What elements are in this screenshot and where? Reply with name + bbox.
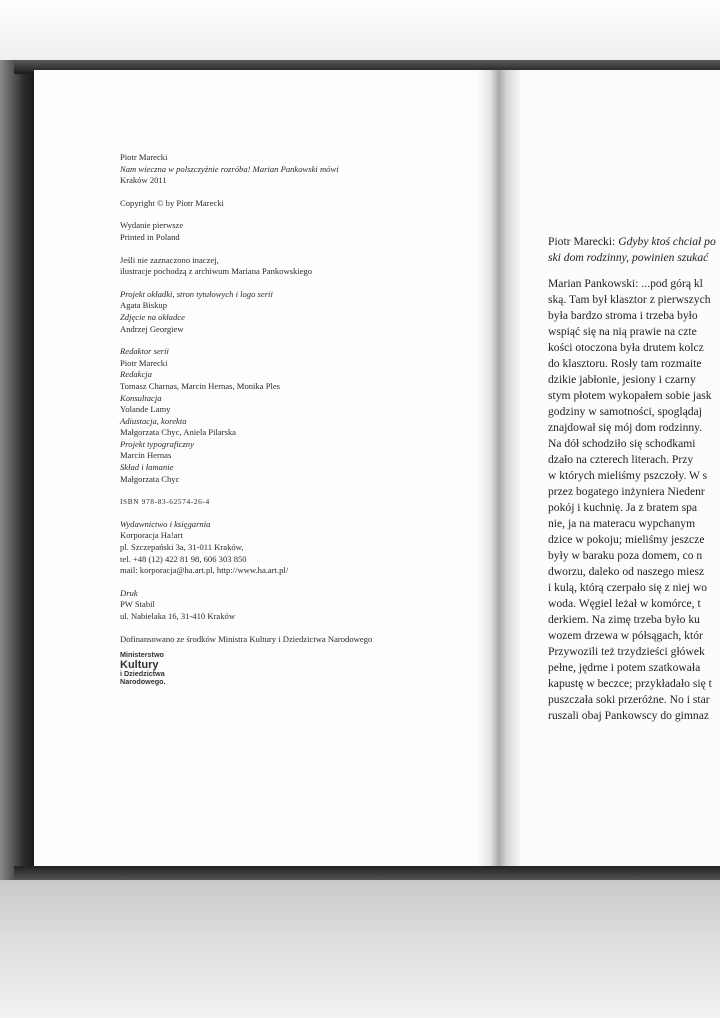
answer-line: ruszali obaj Pankowscy do gimnaz [548,709,709,722]
publisher-label: Wydawnictwo i księgarnia [120,518,211,529]
print-name: PW Stabil [120,599,155,610]
answer-line: dzało na czterech literach. Przy [548,453,694,466]
answer-line: pokój i kuchnię. Ja z bratem spa [548,501,698,514]
colophon [120,152,460,687]
question-speaker: Piotr Marecki: [548,235,619,248]
proofreading-label: Adiustacja, korekta [120,415,187,426]
question-line-2: ski dom rodzinny, powinien szukać [548,251,709,264]
series-editor-label: Redaktor serii [120,346,169,357]
book-title: Nam wieczna w polszczyźnie rozróba! Marian Pankowski mówi [120,163,339,174]
author-line: Piotr Marecki [120,152,168,162]
publisher-tel: tel. +48 (12) 422 81 98, 606 303 850 [120,553,247,564]
answer-line: Na dół schodziło się schodkami [548,437,696,450]
answer-line: przez bogatego inżyniera Niedenr [548,485,705,498]
answer-line: stym płotem wykopałem sobie jask [548,389,712,402]
logo-line-1: Ministerstwo [120,650,164,660]
book-gutter [476,70,522,870]
answer-line: do klasztoru. Rosły tam rozmaite [548,357,702,370]
consultation-name: Yolande Lamy [120,404,171,415]
typesetting-name: Małgorzata Chyc [120,473,180,484]
logo-line-3: i Dziedzictwa [120,668,165,678]
answer-line: kości otoczona była drutem kolcz [548,341,704,354]
right-page-text [548,234,720,724]
ministry-logo [120,651,460,687]
copyright: Copyright © by Piotr Marecki [120,197,224,208]
answer-line: Marian Pankowski: ...pod górą kl [548,277,703,290]
scanner-background-bottom [0,880,720,1018]
answer-line: wspiąć się na nią prawie na czte [548,325,697,338]
question-line-1 [548,234,720,250]
question-text-1: Gdyby ktoś chciał po [618,235,716,248]
edition: Wydanie pierwsze [120,220,184,231]
cover-design-label: Projekt okładki, stron tytułowych i logo serii [120,288,273,299]
answer-line: derkiem. Na zimę trzeba było ku [548,613,700,626]
answer-line: była bardzo stroma i trzeba było [548,309,698,322]
answer-line: godziny w samotności, spoglądaj [548,405,702,418]
publisher-address: pl. Szczepański 3a, 31-011 Kraków, [120,542,244,553]
answer-line: Przywozili też trzydzieści główek [548,645,705,658]
print-label: Druk [120,587,138,598]
answer-line: dzice w pokoju; mieliśmy jeszcze [548,533,705,546]
editing-names: Tomasz Charnas, Marcin Hernas, Monika Ples [120,380,281,391]
publisher-mail: mail: korporacja@ha.art.pl, http://www.ha.art.pl/ [120,565,289,576]
print-address: ul. Nabielaka 16, 31-410 Kraków [120,611,236,621]
answer-line: kapustę w beczce; przykładało się t [548,677,712,690]
answer-line: dzikie jabłonie, jesiony i czarny [548,373,696,386]
cover-photo-name: Andrzej Georgiew [120,323,184,334]
typesetting-label: Skład i łamanie [120,462,174,473]
cover-design-name: Agata Biskup [120,300,168,311]
printed-in: Printed in Poland [120,231,180,242]
place-year: Kraków 2011 [120,175,167,186]
answer-line: i kulą, którą czerpało się z niej wo [548,581,708,594]
illustrations-note-2: ilustracje pochodzą z archiwum Mariana Pankowskiego [120,266,313,277]
answer-line: pełne, jędrne i potem szatkowała [548,661,701,674]
series-editor-name: Piotr Marecki [120,357,168,368]
isbn: ISBN 978-83-62574-26-4 [120,497,210,507]
typography-label: Projekt typograficzny [120,438,194,449]
typography-name: Marcin Hernas [120,450,172,461]
illustrations-note-1: Jeśli nie zaznaczono inaczej, [120,254,219,265]
funding-note: Dofinansowano ze środków Ministra Kultury i Dziedzictwa Narodowego [120,633,373,644]
answer-line: były w baraku poza domem, co n [548,549,703,562]
logo-line-4: Narodowego. [120,677,166,687]
answer-line: woda. Węgiel leżał w komórce, t [548,597,701,610]
answer-line: znajdował się mój dom rodzinny. [548,421,703,434]
consultation-label: Konsultacja [120,392,162,403]
publisher-name: Korporacja Ha!art [120,530,183,541]
answer-line: nie, ja na materacu wypchanym [548,517,696,530]
cover-photo-label: Zdjęcie na okładce [120,311,185,322]
proofreading-names: Małgorzata Chyc, Aniela Pilarska [120,427,236,438]
answer-line: dworzu, daleko od naszego miesz [548,565,705,578]
answer-line: puszczała soki przeróżne. No i star [548,693,710,706]
answer-line: w których mieliśmy pszczoły. W s [548,469,708,482]
editing-label: Redakcja [120,369,152,380]
logo-line-2: Kultury [120,658,159,671]
answer-line: wozem drzewa w półsągach, któr [548,629,703,642]
answer-line: ską. Tam był klasztor z pierwszych [548,293,711,306]
